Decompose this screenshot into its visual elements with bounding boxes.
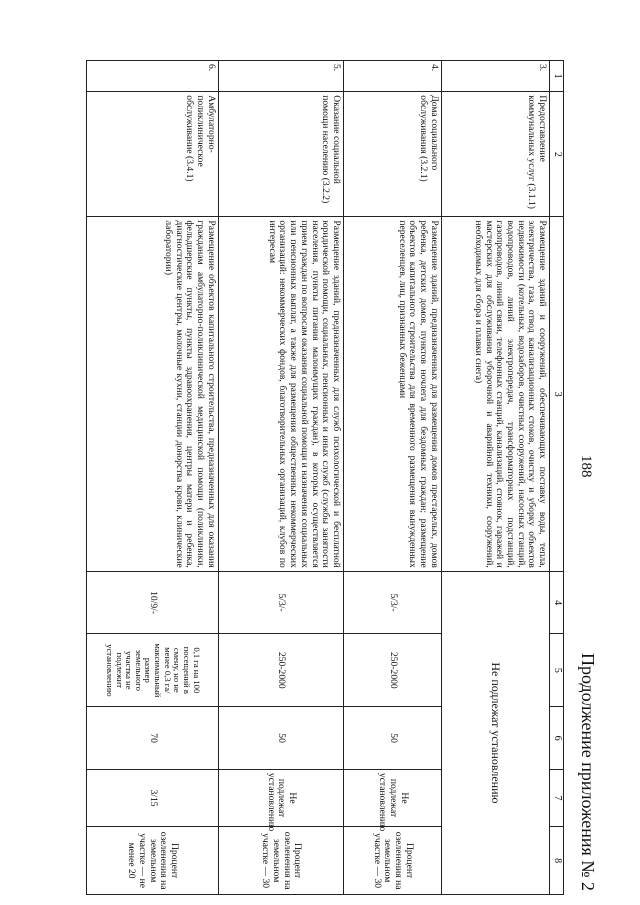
col-header: 6 bbox=[550, 707, 564, 770]
row-description: Размещение объектов капитального строительства, предназначенных для оказания гражданам амбулаторно-поликлинической медицинской помощи (поликлиники, фельдшерские пункты, пункты здравоохранения, центры матери и ребенка, диагностические центры, молочные кухни, станции донорства крови, клинические лаборатории) bbox=[87, 217, 219, 571]
cell-setback: 3/15 bbox=[87, 769, 219, 826]
row-name: Предоставление коммунальных услуг (3.1.1) bbox=[441, 92, 549, 217]
row-number: 6. bbox=[87, 61, 219, 92]
row-number: 4. bbox=[344, 61, 442, 92]
cell-setback: Не подлежат установлению bbox=[344, 769, 442, 826]
cell-floors: 5/3/- bbox=[218, 571, 343, 634]
row-name: Дома социального обслуживания (3.2.1) bbox=[344, 92, 442, 217]
merged-cell: Не подлежат установлению bbox=[441, 571, 549, 894]
cell-coverage: 70 bbox=[87, 707, 219, 770]
continuation-title: Продолжение приложения № 2 bbox=[578, 652, 598, 891]
col-header: 5 bbox=[550, 634, 564, 707]
cell-greening: Процент озеленения на земельном участке — 30 bbox=[344, 827, 442, 895]
table-row bbox=[218, 61, 343, 895]
col-header: 7 bbox=[550, 769, 564, 826]
page-number: 188 bbox=[578, 455, 594, 478]
col-header: 1 bbox=[550, 61, 564, 92]
regulations-table bbox=[86, 60, 564, 895]
row-description: Размещение зданий, предназначенных для размещения домов престарелых, домов ребенка, детских домов, пунктов ночлега для бездомных граждан; размещение объектов капитального строительства для временного размещения вынужденных переселенцев, лиц, признанных беженцами bbox=[344, 217, 442, 571]
cell-coverage: 50 bbox=[218, 707, 343, 770]
cell-coverage: 50 bbox=[344, 707, 442, 770]
col-header: 3 bbox=[550, 217, 564, 571]
row-name: Оказание социальной помощи населению (3.2.2) bbox=[218, 92, 343, 217]
row-description: Размещение зданий и сооружений, обеспечивающих поставку воды, тепла, электричества, газа, отвод канализационных стоков, очистку и уборку объектов недвижимости (котельных, водозаборов, очистных сооружений, насосных станций, водопроводов, линий электропередач, трансформаторных подстанций, газопроводов, линий связи, телефонных станций, канализаций, стоянок, гаражей и мастерских для обслуживания уборочной и аварийной техники, сооружений, необходимых для сбора и плавки снега) bbox=[441, 217, 549, 571]
cell-area: 0,1 га на 100 посещений в смену, но не менее 0,3 га/ максимальный размер земельного участка не подлежит установлению bbox=[87, 634, 219, 707]
table-row bbox=[441, 61, 549, 895]
cell-area: 250-2000 bbox=[218, 634, 343, 707]
cell-greening: Процент озеленения на земельном участке — не менее 20 bbox=[87, 827, 219, 895]
row-number: 3. bbox=[441, 61, 549, 92]
row-number: 5. bbox=[218, 61, 343, 92]
header-row bbox=[550, 61, 564, 895]
cell-floors: 5/3/- bbox=[344, 571, 442, 634]
col-header: 4 bbox=[550, 571, 564, 634]
col-header: 2 bbox=[550, 92, 564, 217]
page-header bbox=[560, 60, 600, 895]
col-header: 8 bbox=[550, 827, 564, 895]
cell-greening: Процент озеленения на земельном участке — 30 bbox=[218, 827, 343, 895]
table-row bbox=[87, 61, 219, 895]
rotated-sheet bbox=[85, 60, 600, 895]
row-description: Размещение зданий, предназначенных для служб психологической и бесплатной юридической помощи, социальных, пенсионных и иных служб (службы занятости населения, пункты питания малоимущих граждан), в которых осуществляется прием граждан по вопросам оказания социальной помощи и назначения социальных или пенсионных выплат, а также для размещения общественных некоммерческих организаций: некоммерческих фондов, благотворительных организаций, клубов по интересам bbox=[218, 217, 343, 571]
row-name: Амбулаторно-поликлиническое обслуживание (3.4.1) bbox=[87, 92, 219, 217]
cell-floors: 10/9/- bbox=[87, 571, 219, 634]
cell-setback: Не подлежат установлению bbox=[218, 769, 343, 826]
table-row bbox=[344, 61, 442, 895]
cell-area: 250-2000 bbox=[344, 634, 442, 707]
